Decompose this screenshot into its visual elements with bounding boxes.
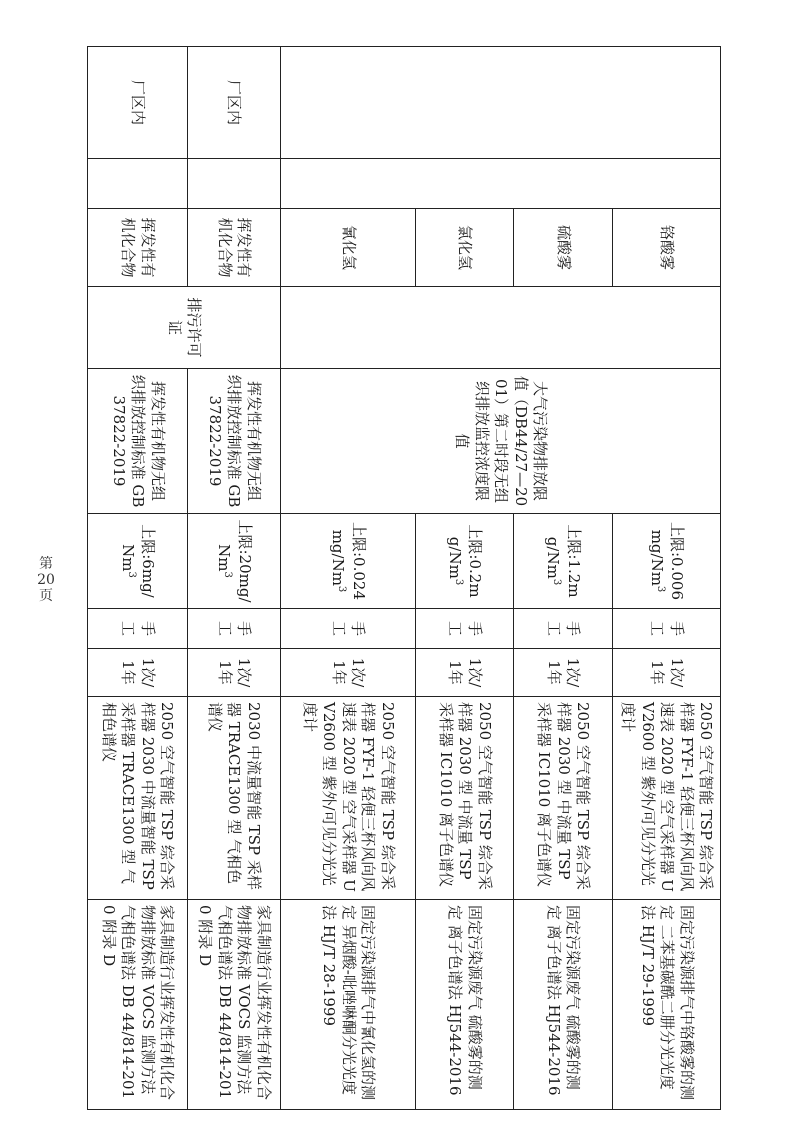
spacer-cell bbox=[280, 159, 720, 209]
frequency-cell: 1次/1年 bbox=[415, 649, 514, 697]
instrument-cell: 2050 空气智能 TSP 综合采样器 FYF-1 轻便三杯风向风速表 2020 型 空气采样器 UV2600 型 紫外/可见分光光度计 bbox=[612, 697, 720, 900]
pollutant-cell: 氰化氢 bbox=[280, 209, 415, 287]
method-cell: 手工 bbox=[415, 609, 514, 649]
table-row bbox=[187, 47, 280, 1110]
area-cell: 厂区内 bbox=[88, 47, 188, 159]
method-cell: 手工 bbox=[88, 609, 188, 649]
instrument-cell: 2050 空气智能 TSP 综合采样器 2030 型 中流量 TSP 采样器 IC1010 离子色谱仪 bbox=[415, 697, 514, 900]
analysis-method-cell: 固定污染源废气 硫酸雾的测定 离子色谱法 HJ544-2016 bbox=[514, 900, 613, 1110]
frequency-cell: 1次/1年 bbox=[612, 649, 720, 697]
limit-cell: 上限:20mg/Nm$^3$ bbox=[187, 514, 280, 609]
frequency-cell: 1次/1年 bbox=[187, 649, 280, 697]
method-cell: 手工 bbox=[280, 609, 415, 649]
analysis-method-cell: 家具制造行业挥发性有机化合物排放标准 VOCS 监测方法 气相色谱法 DB 44/814-2010 附录 D bbox=[88, 900, 188, 1110]
instrument-cell: 2030 中流量智能 TSP 采样器 TRACE1300 型 气相色谱仪 bbox=[187, 697, 280, 900]
pollutant-cell: 铬酸雾 bbox=[612, 209, 720, 287]
spacer-cell bbox=[187, 159, 280, 209]
monitoring-table bbox=[87, 46, 721, 1110]
permit-cell: 排污许可证 bbox=[88, 287, 281, 369]
instrument-cell: 2050 空气智能 TSP 综合采样器 FYF-1 轻便三杯风向风速表 2020 型 空气采样器 UV2600 型 紫外/可见分光光度计 bbox=[280, 697, 415, 900]
analysis-method-cell: 固定污染源排气中氰化氢的测定 异烟酸-吡唑啉酮分光光度法 HJ/T 28-1999 bbox=[280, 900, 415, 1110]
method-cell: 手工 bbox=[612, 609, 720, 649]
rotated-table-area bbox=[87, 46, 721, 1109]
analysis-method-cell: 家具制造行业挥发性有机化合物排放标准 VOCS 监测方法 气相色谱法 DB 44/814-2010 附录 D bbox=[187, 900, 280, 1110]
limit-cell: 上限:0.024mg/Nm$^3$ bbox=[280, 514, 415, 609]
table-row bbox=[88, 47, 188, 1110]
analysis-method-cell: 固定污染源排气中铬酸雾的测定 二苯基碳酰二肼分光光度法 HJ/T 29-1999 bbox=[612, 900, 720, 1110]
limit-cell: 上限:1.2mg/Nm$^3$ bbox=[514, 514, 613, 609]
frequency-cell: 1次/1年 bbox=[88, 649, 188, 697]
pollutant-cell: 氯化氢 bbox=[415, 209, 514, 287]
pollutant-cell: 硫酸雾 bbox=[514, 209, 613, 287]
standard-cell: 挥发性有机物无组织排放控制标准 GB 37822-2019 bbox=[187, 369, 280, 514]
instrument-cell: 2050 空气智能 TSP 综合采样器 2030 中流量智能 TSP 采样器 TRACE1300 型 气相色谱仪 bbox=[88, 697, 188, 900]
frequency-cell: 1次/1年 bbox=[280, 649, 415, 697]
pollutant-cell: 挥发性有机化合物 bbox=[88, 209, 188, 287]
page-number: 第 20 页 bbox=[37, 556, 55, 604]
standard-cell: 大气污染物排放限值（DB44/27—2001）第二时段无组织排放监控浓度限值 bbox=[280, 369, 720, 514]
limit-cell: 上限:0.2mg/Nm$^3$ bbox=[415, 514, 514, 609]
instrument-cell: 2050 空气智能 TSP 综合采样器 2030 型 中流量 TSP 采样器 IC1010 离子色谱仪 bbox=[514, 697, 613, 900]
analysis-method-cell: 固定污染源废气 硫酸雾的测定 离子色谱法 HJ544-2016 bbox=[415, 900, 514, 1110]
method-cell: 手工 bbox=[187, 609, 280, 649]
method-cell: 手工 bbox=[514, 609, 613, 649]
table-row bbox=[612, 47, 720, 1110]
frequency-cell: 1次/1年 bbox=[514, 649, 613, 697]
area-cell-blank bbox=[280, 47, 720, 159]
limit-cell: 上限:6mg/Nm$^3$ bbox=[88, 514, 188, 609]
area-cell: 厂区内 bbox=[187, 47, 280, 159]
spacer-cell bbox=[88, 159, 188, 209]
permit-cell-blank bbox=[280, 287, 720, 369]
standard-cell: 挥发性有机物无组织排放控制标准 GB 37822-2019 bbox=[88, 369, 188, 514]
limit-cell: 上限:0.006mg/Nm$^3$ bbox=[612, 514, 720, 609]
pollutant-cell: 挥发性有机化合物 bbox=[187, 209, 280, 287]
